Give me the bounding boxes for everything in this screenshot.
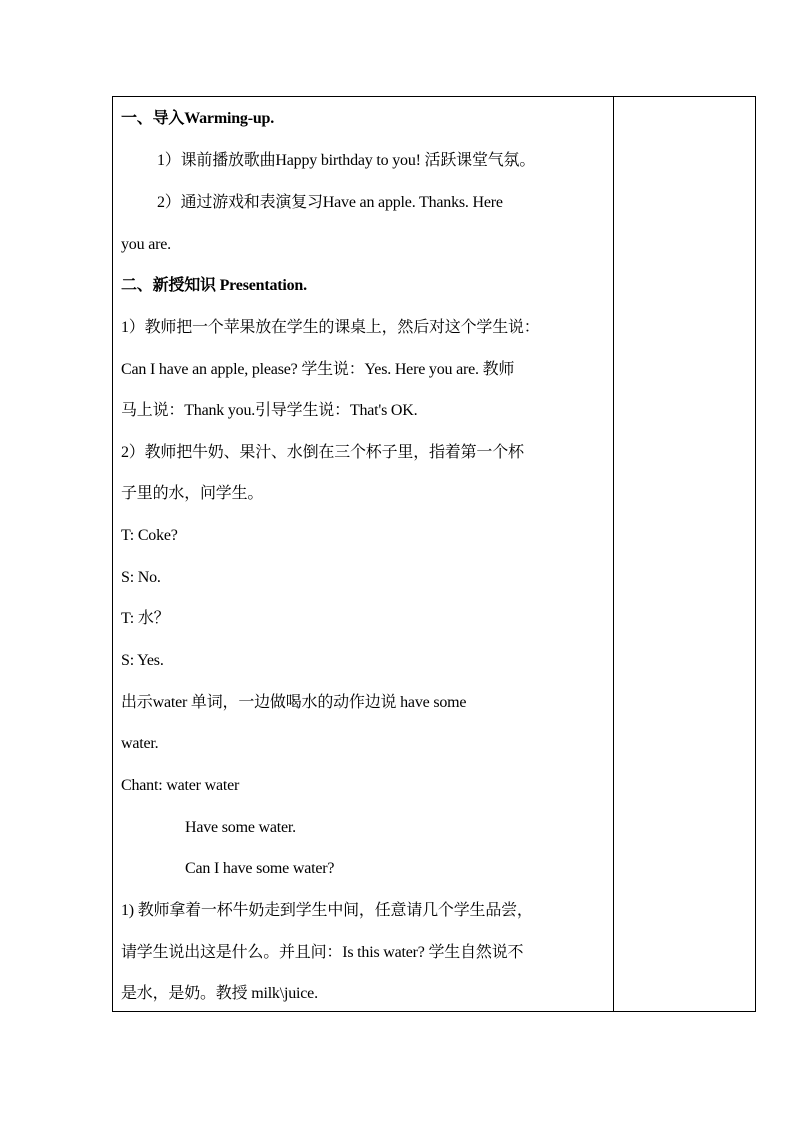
chant-line: Can I have some water?	[185, 860, 335, 877]
dialogue-line: S: No.	[121, 569, 161, 586]
text-line: 1) 教师拿着一杯牛奶走到学生中间，任意请几个学生品尝，	[121, 902, 533, 919]
notes-cell	[614, 97, 755, 1011]
dialogue-line: S: Yes.	[121, 652, 164, 669]
chant-line: Chant: water water	[121, 777, 240, 794]
section-heading-warmup: 一、导入Warming-up.	[121, 110, 275, 127]
text-line: 是水，是奶。教授 milk\juice.	[121, 985, 318, 1002]
section-heading-presentation: 二、新授知识 Presentation.	[121, 277, 307, 294]
lesson-table	[112, 96, 756, 1012]
lesson-content-cell	[113, 97, 613, 1011]
chant-line: Have some water.	[185, 819, 296, 836]
text-line: 马上说：Thank you.引导学生说：That's OK.	[121, 402, 418, 419]
text-line: 出示water 单词，一边做喝水的动作边说 have some	[121, 694, 467, 711]
text-line: Can I have an apple, please? 学生说：Yes. Here you are. 教师	[121, 361, 515, 378]
text-line: 2）教师把牛奶、果汁、水倒在三个杯子里，指着第一个杯	[121, 444, 524, 461]
text-line: 1）教师把一个苹果放在学生的课桌上，然后对这个学生说：	[121, 319, 540, 336]
text-line: 1）课前播放歌曲Happy birthday to you! 活跃课堂气氛。	[157, 152, 536, 169]
dialogue-line: T: 水？	[121, 610, 170, 627]
text-line: 请学生说出这是什么。并且问：Is this water? 学生自然说不	[121, 944, 524, 961]
text-line: you are.	[121, 236, 171, 253]
text-line: 子里的水，问学生。	[121, 485, 264, 502]
text-line: water.	[121, 735, 159, 752]
dialogue-line: T: Coke?	[121, 527, 178, 544]
text-line: 2）通过游戏和表演复习Have an apple. Thanks. Here	[157, 194, 503, 211]
